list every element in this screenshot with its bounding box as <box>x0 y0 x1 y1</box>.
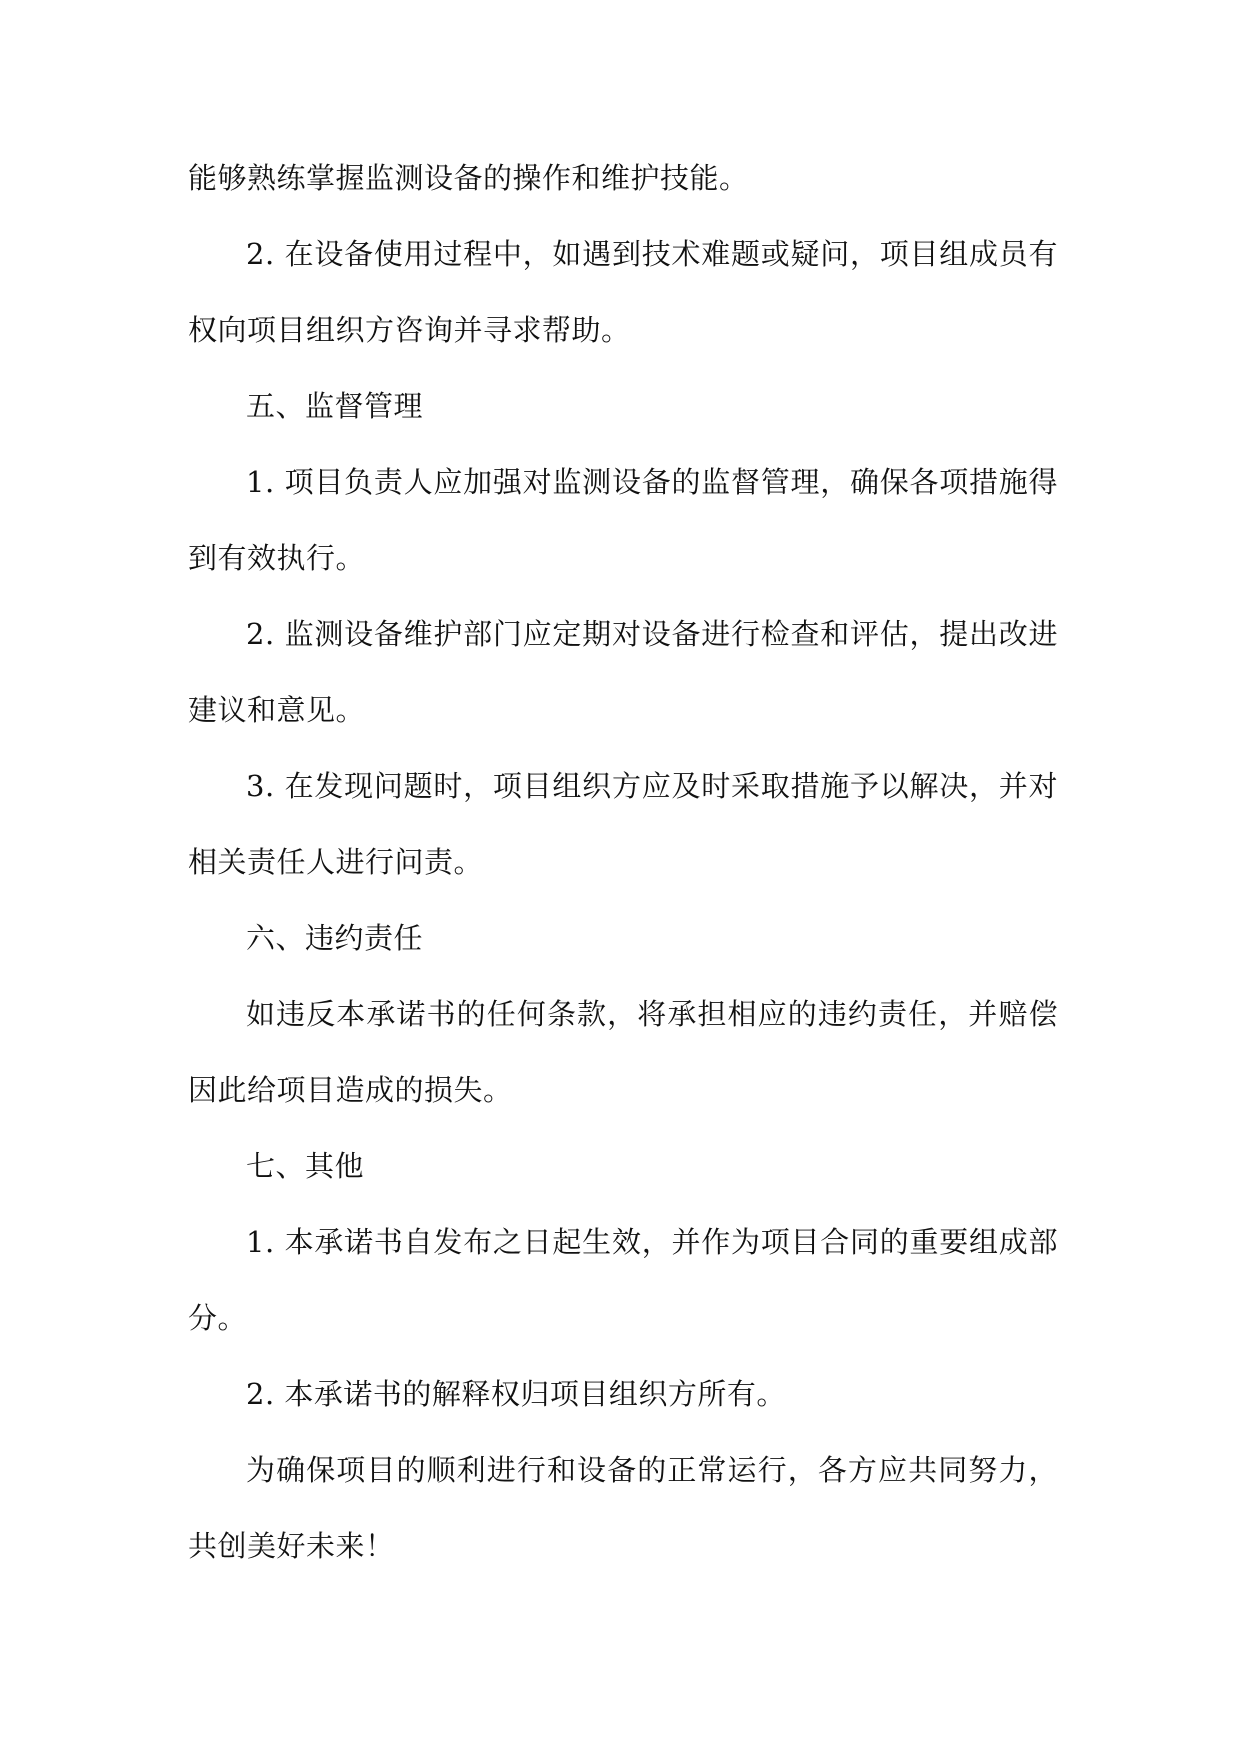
document-body <box>188 140 1058 1584</box>
paragraph-supervision-2: 2. 监测设备维护部门应定期对设备进行检查和评估，提出改进建议和意见。 <box>188 617 1058 727</box>
paragraph-other-1: 1. 本承诺书自发布之日起生效，并作为项目合同的重要组成部分。 <box>188 1225 1058 1335</box>
paragraph-supervision-3: 3. 在发现问题时，项目组织方应及时采取措施予以解决，并对相关责任人进行问责。 <box>188 769 1058 879</box>
paragraph-skill-mastery: 能够熟练掌握监测设备的操作和维护技能。 <box>188 161 749 195</box>
section-heading-other: 七、其他 <box>246 1149 365 1183</box>
paragraph-supervision-1: 1. 项目负责人应加强对监测设备的监督管理，确保各项措施得到有效执行。 <box>188 465 1058 575</box>
paragraph-closing: 为确保项目的顺利进行和设备的正常运行，各方应共同努力，共创美好未来！ <box>188 1453 1058 1563</box>
paragraph-technical-help: 2. 在设备使用过程中，如遇到技术难题或疑问，项目组成员有权向项目组织方咨询并寻求帮助。 <box>188 237 1058 347</box>
paragraph-other-2: 2. 本承诺书的解释权归项目组织方所有。 <box>246 1377 786 1411</box>
paragraph-liability: 如违反本承诺书的任何条款，将承担相应的违约责任，并赔偿因此给项目造成的损失。 <box>188 997 1058 1107</box>
section-heading-liability: 六、违约责任 <box>246 921 424 955</box>
section-heading-supervision: 五、监督管理 <box>246 389 424 423</box>
